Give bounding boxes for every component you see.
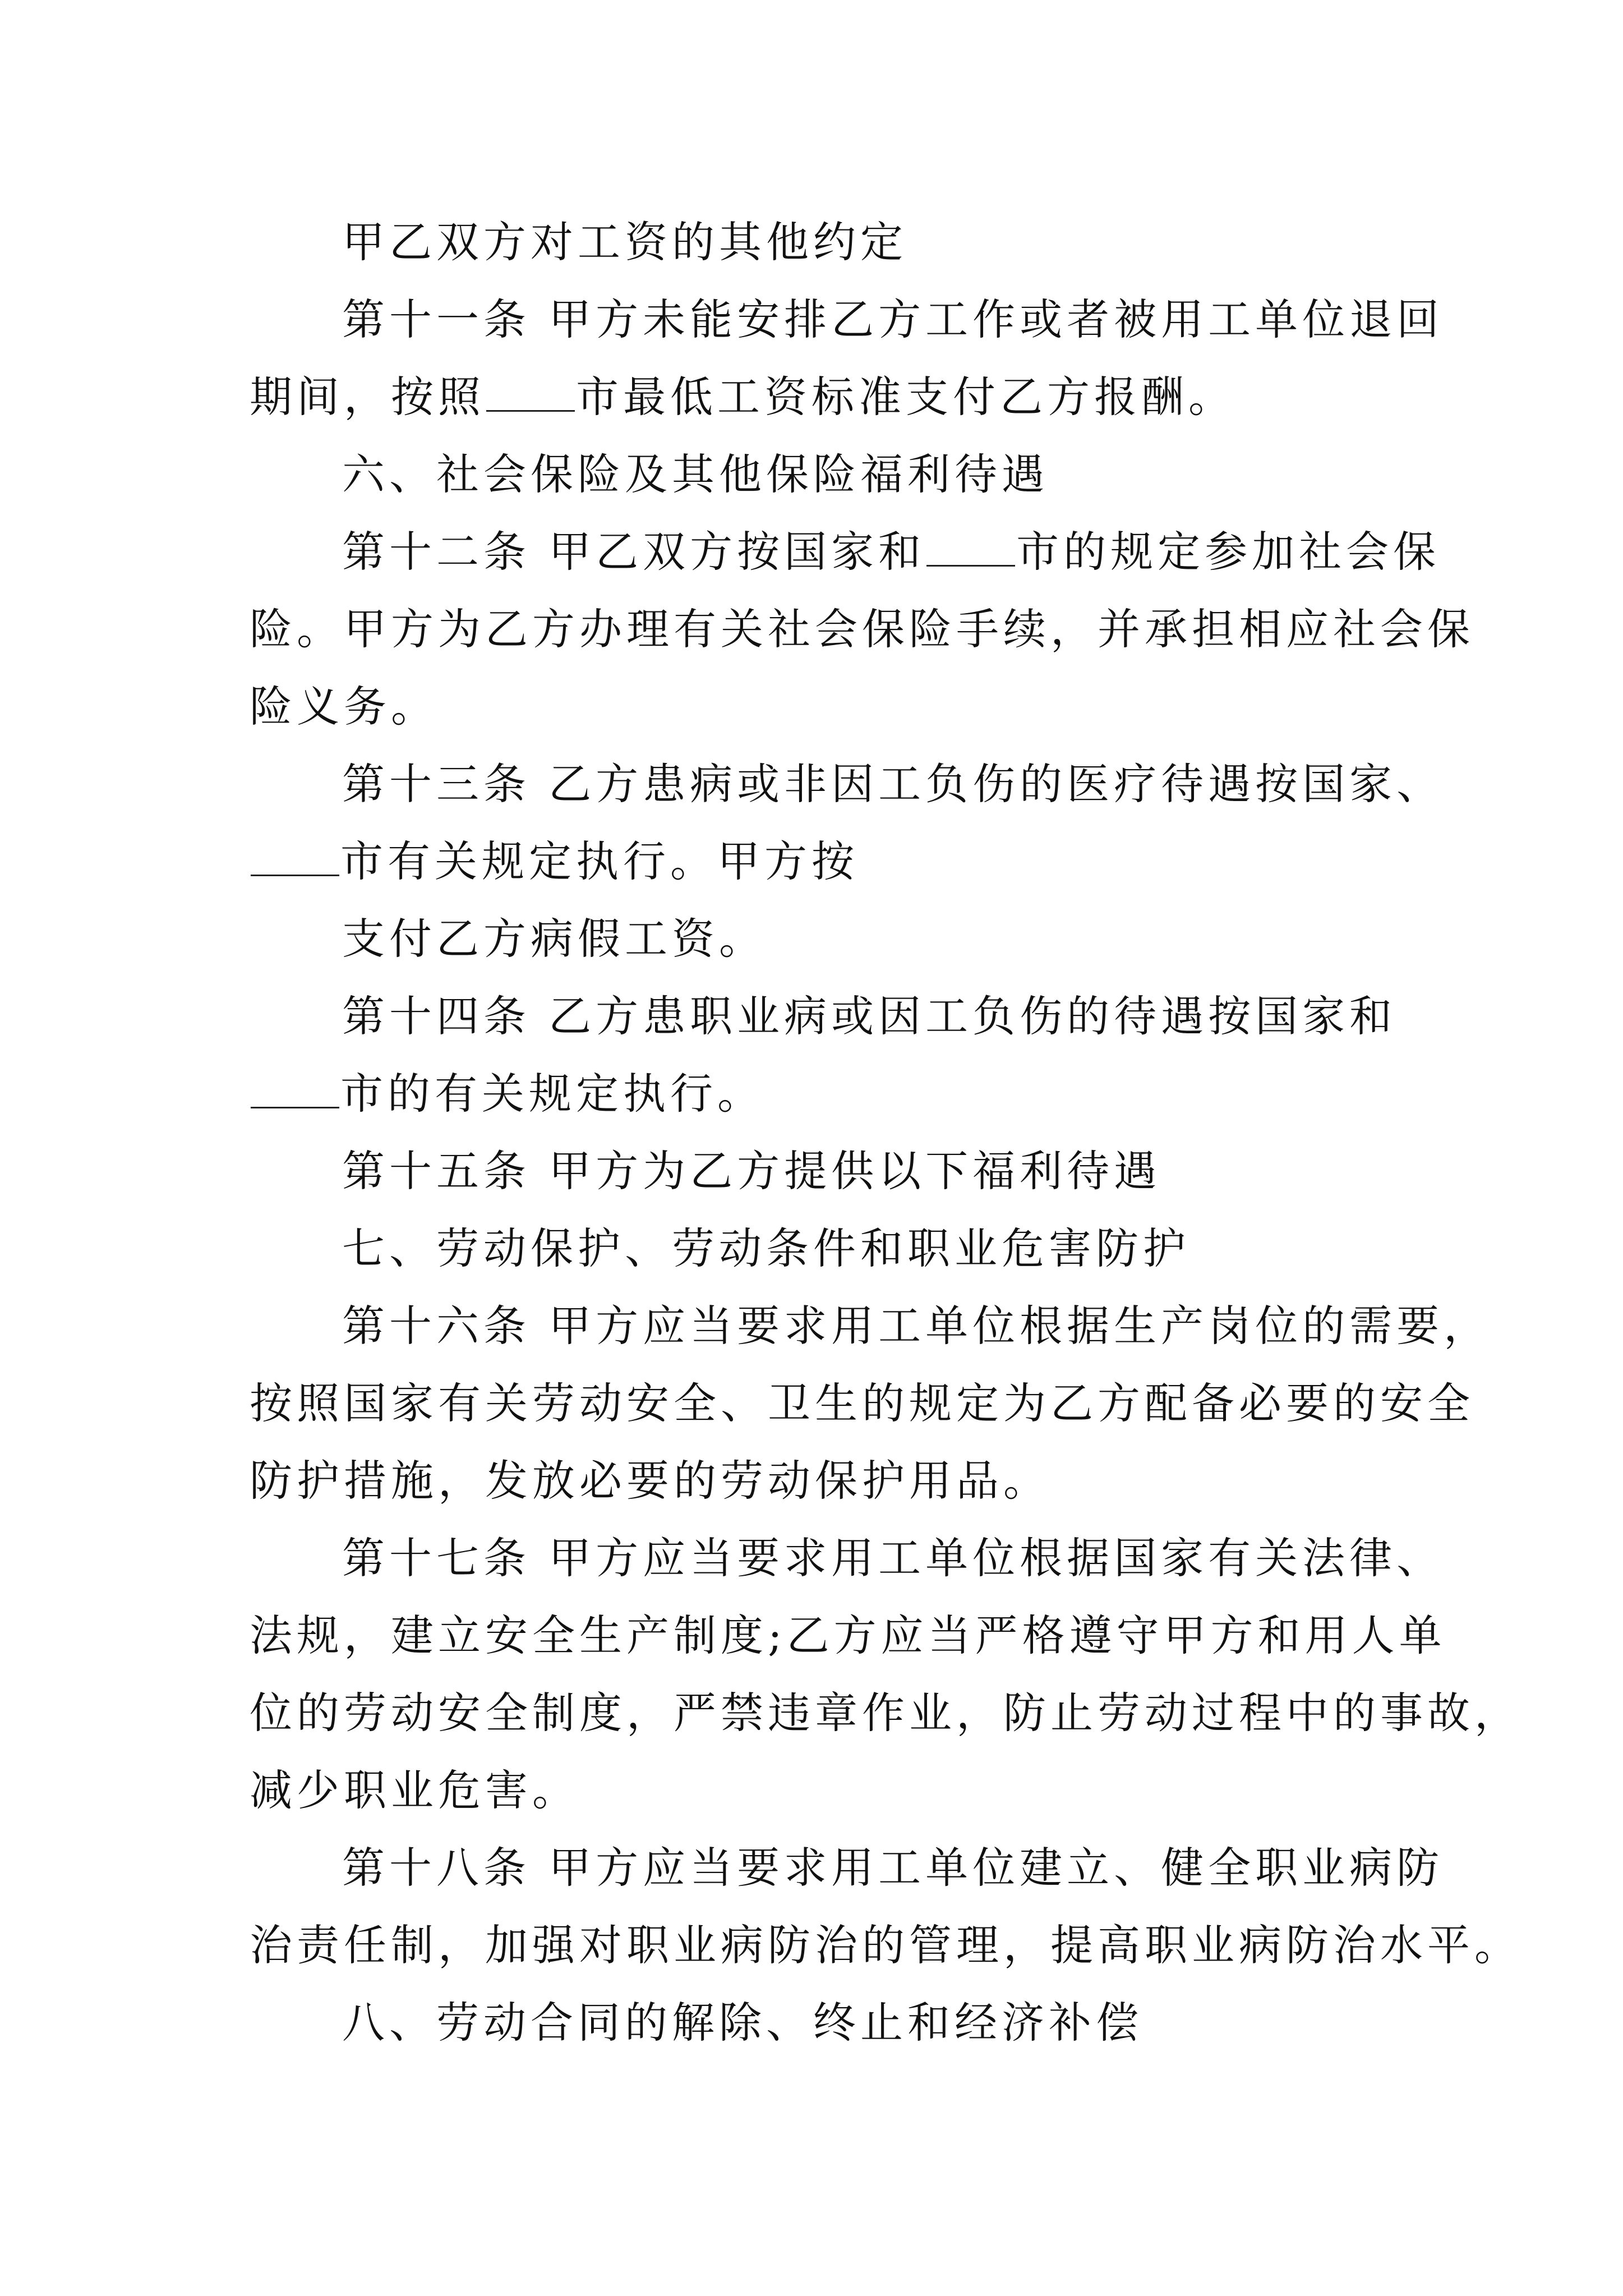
article-16-line-2	[250, 1370, 1474, 1437]
section-8-heading	[342, 1989, 1396, 2056]
article-17-text: 法规，建立安全生产制度;乙方应当严格遵守甲方和用人单	[250, 1611, 1446, 1660]
article-13-text: 市有关规定执行。甲方按	[340, 836, 859, 886]
article-12-line-2	[250, 596, 1474, 663]
article-12-line-3	[250, 673, 1394, 740]
article-18-text: 治责任制，加强对职业病防治的管理，提高职业病防治水平。	[250, 1920, 1521, 1970]
section-7-heading	[342, 1215, 1396, 1282]
article-14-text: 第十四条 乙方患职业病或因工负伤的待遇按国家和	[342, 991, 1397, 1041]
article-16-line-1	[342, 1292, 1491, 1360]
article-13-line-2	[250, 828, 1394, 895]
article-18-text: 第十八条 甲方应当要求用工单位建立、健全职业病防	[342, 1843, 1444, 1893]
section-6-heading	[342, 441, 1396, 508]
article-11-line-2	[250, 364, 1394, 431]
article-12-text: 第十二条 甲乙双方按国家和	[342, 527, 926, 577]
article-16-text: 防护措施，发放必要的劳动保护用品。	[250, 1456, 1050, 1506]
article-13-line-3	[342, 905, 1396, 973]
article-12-line-1	[342, 518, 1441, 586]
article-17-line-4	[250, 1757, 1394, 1824]
article-16-text: 按照国家有关劳动安全、卫生的规定为乙方配备必要的安全	[250, 1378, 1474, 1428]
article-17-text: 位的劳动安全制度，严禁违章作业，防止劳动过程中的事故，	[250, 1688, 1521, 1738]
article-12-text: 市的规定参加社会保	[1016, 527, 1441, 577]
article-17-text: 第十七条 甲方应当要求用工单位根据国家有关法律、	[342, 1533, 1444, 1583]
article-12-text: 险义务。	[250, 682, 438, 731]
article-17-text: 减少职业危害。	[250, 1765, 579, 1815]
article-17-line-2	[250, 1602, 1446, 1669]
article-14-text: 市的有关规定执行。	[340, 1069, 764, 1119]
article-16-text: 第十六条 甲方应当要求用工单位根据生产岗位的需要，	[342, 1301, 1491, 1351]
article-18-line-1	[342, 1834, 1444, 1902]
wage-other-heading-text: 甲乙双方对工资的其他约定	[342, 217, 907, 267]
article-13-text: 支付乙方病假工资。	[342, 914, 766, 964]
article-14-line-1	[342, 983, 1396, 1050]
article-11-text: 期间，按照	[250, 372, 485, 422]
article-14-line-2	[250, 1060, 1394, 1128]
fill-in-blank	[251, 830, 339, 876]
article-18-line-2	[250, 1912, 1521, 1979]
fill-in-blank	[251, 1062, 339, 1108]
article-11-text: 第十一条 甲方未能安排乙方工作或者被用工单位退回	[342, 295, 1444, 344]
section-8-text: 八、劳动合同的解除、终止和经济补偿	[342, 1998, 1143, 2047]
article-11-text: 市最低工资标准支付乙方报酬。	[576, 372, 1235, 422]
article-17-line-1	[342, 1525, 1444, 1592]
article-15	[342, 1138, 1396, 1205]
article-15-text: 第十五条 甲方为乙方提供以下福利待遇	[342, 1146, 1161, 1196]
article-13-line-1	[342, 751, 1444, 818]
article-16-line-3	[250, 1447, 1394, 1515]
article-11-line-1	[342, 286, 1444, 353]
article-17-line-3	[250, 1680, 1521, 1747]
article-13-text: 第十三条 乙方患病或非因工负伤的医疗待遇按国家、	[342, 759, 1444, 809]
article-12-text: 险。甲方为乙方办理有关社会保险手续，并承担相应社会保	[250, 604, 1474, 654]
section-6-text: 六、社会保险及其他保险福利待遇	[342, 449, 1049, 499]
fill-in-blank	[926, 520, 1015, 567]
wage-other-heading	[342, 209, 1396, 276]
fill-in-blank	[486, 365, 575, 412]
section-7-text: 七、劳动保护、劳动条件和职业危害防护	[342, 1223, 1190, 1273]
